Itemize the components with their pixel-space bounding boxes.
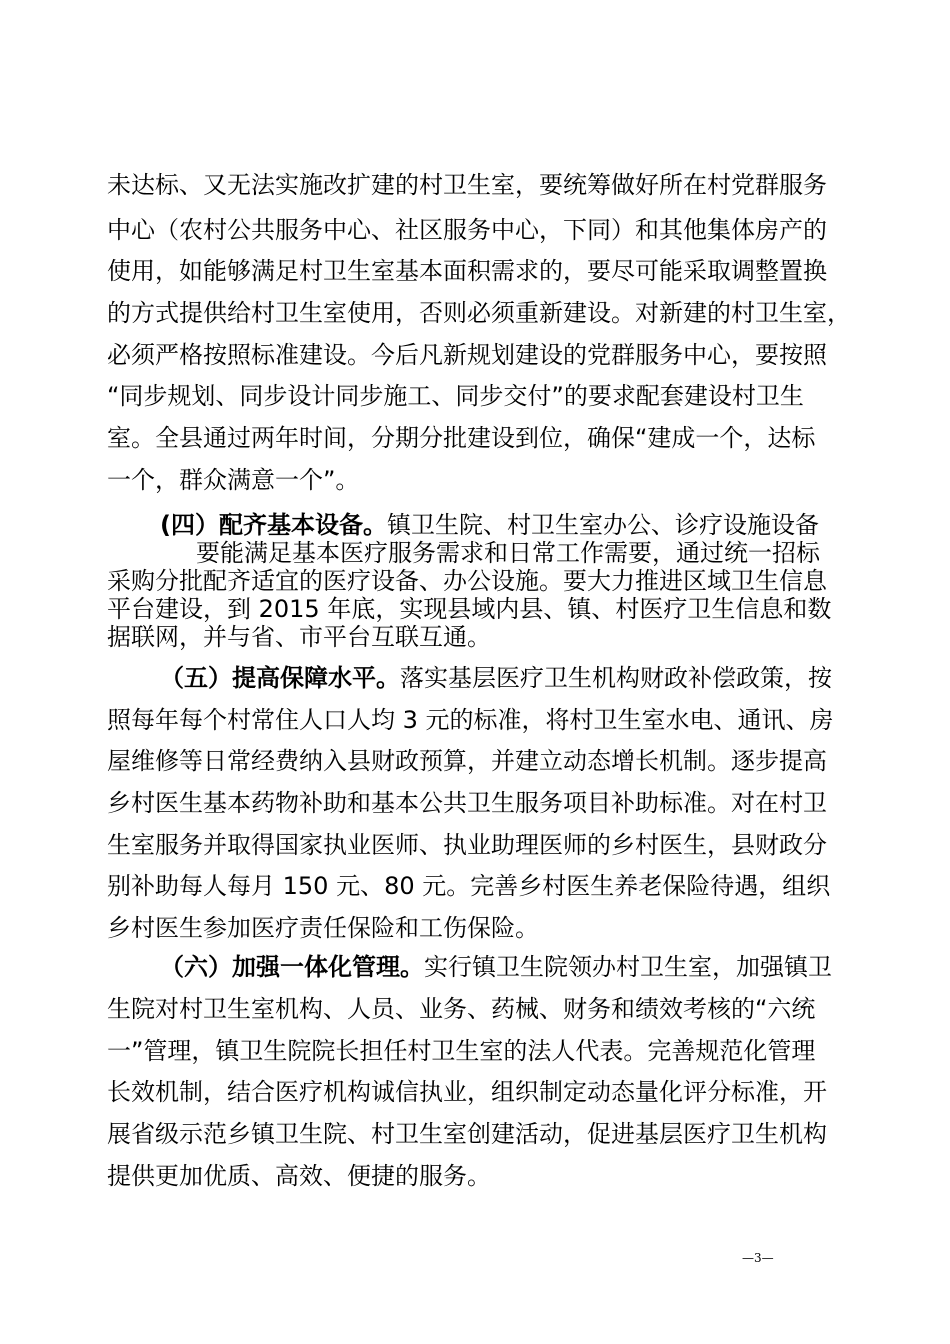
body-text-line: 平台建设，到 2015 年底，实现县域内县、镇、村医疗卫生信息和数: [107, 595, 832, 623]
section-6-text: 实行镇卫生院领办村卫生室，加强镇卫: [424, 953, 832, 981]
section-6-first-line: [160, 952, 832, 982]
body-text-line: 一”管理，镇卫生院院长担任村卫生室的法人代表。完善规范化管理: [107, 1037, 816, 1065]
body-text-line: 生院对村卫生室机构、人员、业务、药械、财务和绩效考核的“六统: [107, 995, 816, 1023]
body-text-line: 使用，如能够满足村卫生室基本面积需求的，要尽可能采取调整置换: [107, 257, 827, 285]
body-text-line: 中心（农村公共服务中心、社区服务中心，下同）和其他集体房产的: [107, 216, 827, 244]
section-5-heading: （五）提高保障水平。: [160, 664, 400, 692]
section-4-text: 镇卫生院、村卫生室办公、诊疗设施设备: [386, 511, 819, 539]
body-text-line: 乡村医生参加医疗责任保险和工伤保险。: [107, 914, 539, 942]
body-text-line: 的方式提供给村卫生室使用，否则必须重新建设。对新建的村卫生室，: [107, 299, 851, 327]
section-5-text: 落实基层医疗卫生机构财政补偿政策，按: [400, 664, 832, 692]
body-text-line: 一个，群众满意一个”。: [107, 466, 360, 494]
body-text-line: 提供更加优质、高效、便捷的服务。: [107, 1162, 491, 1190]
body-text-line: 屋维修等日常经费纳入县财政预算，并建立动态增长机制。逐步提高: [107, 747, 827, 775]
body-text-line: 采购分批配齐适宜的医疗设备、办公设施。要大力推进区域卫生信息: [107, 567, 827, 595]
page-number: —3—: [742, 1251, 774, 1265]
section-6-heading: （六）加强一体化管理。: [160, 953, 424, 981]
body-text-line: 室。全县通过两年时间，分期分批建设到位，确保“建成一个，达标: [107, 424, 816, 452]
section-4-first-line: [160, 510, 819, 540]
body-text-line: 生室服务并取得国家执业医师、执业助理医师的乡村医生，县财政分: [107, 831, 827, 859]
body-text-line: 必须严格按照标准建设。今后凡新规划建设的党群服务中心，要按照: [107, 341, 827, 369]
section-5-first-line: [160, 663, 832, 693]
body-text-line: 据联网，并与省、市平台互联互通。: [107, 623, 491, 651]
body-text-line: 展省级示范乡镇卫生院、村卫生室创建活动，促进基层医疗卫生机构: [107, 1120, 827, 1148]
body-text-line: 长效机制，结合医疗机构诚信执业，组织制定动态量化评分标准，开: [107, 1078, 827, 1106]
body-text-line: 照每年每个村常住人口人均 3 元的标准，将村卫生室水电、通讯、房: [107, 706, 834, 734]
body-text-line: “同步规划、同步设计同步施工、同步交付”的要求配套建设村卫生: [107, 382, 804, 410]
body-text-line: 要能满足基本医疗服务需求和日常工作需要，通过统一招标: [196, 539, 820, 567]
section-4-heading: (四）配齐基本设备。: [160, 511, 387, 539]
body-text-line: 未达标、又无法实施改扩建的村卫生室，要统筹做好所在村党群服务: [107, 171, 827, 199]
body-text-line: 别补助每人每月 150 元、80 元。完善乡村医生养老保险待遇，组织: [107, 872, 831, 900]
body-text-line: 乡村医生基本药物补助和基本公共卫生服务项目补助标准。对在村卫: [107, 789, 827, 817]
